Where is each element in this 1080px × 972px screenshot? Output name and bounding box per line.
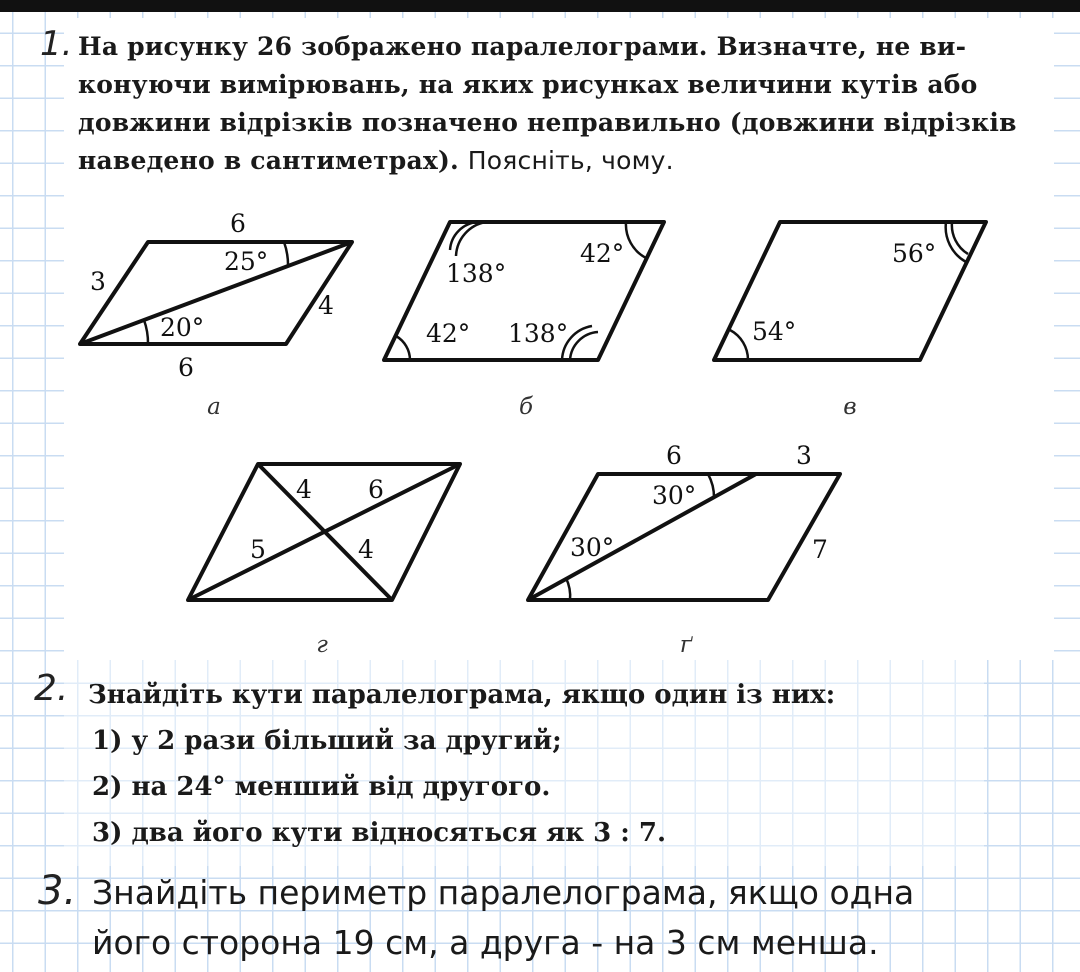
fig-b-caption: б	[518, 394, 534, 420]
task2-number: 2.	[34, 668, 69, 709]
task3-number: 3.	[38, 868, 77, 914]
fig-a-angle-top: 25°	[224, 247, 269, 276]
fig-a-angle-bottom: 20°	[160, 313, 205, 342]
fig-b-angle-tl: 138°	[446, 259, 507, 288]
fig-a-caption: а	[207, 394, 221, 420]
fig-b-angle-tr: 42°	[580, 239, 625, 268]
fig-v-angle-tr: 56°	[892, 239, 937, 268]
task2-line-4: 3) два його кути відносяться як 3 : 7.	[92, 818, 667, 848]
task2-line-2: 1) у 2 рази більший за другий;	[92, 726, 562, 756]
task2-line-1: Знайдіть кути паралелограма, якщо один із них:	[88, 680, 836, 710]
figure-g	[188, 464, 460, 600]
task1-number: 1.	[40, 24, 73, 64]
task3-text	[92, 868, 914, 968]
fig-a-bottom-length: 6	[178, 353, 194, 382]
fig-a-left-length: 3	[90, 267, 106, 296]
task1-line-3: довжини відрізків позначено неправильно (довжини відрізків	[78, 108, 1017, 137]
fig-gg-top-left-length: 6	[666, 441, 682, 470]
task2-line-3: 2) на 24° менший від другого.	[92, 772, 551, 802]
fig-gg-angle-bottom: 30°	[570, 533, 615, 562]
fig-b-angle-bl: 42°	[426, 319, 471, 348]
fig-g-seg-tr: 6	[368, 475, 384, 504]
fig-gg-right-length: 7	[812, 535, 828, 564]
task1-line-4-plain: Поясніть, чому.	[467, 146, 674, 175]
fig-g-seg-bl: 5	[250, 535, 266, 564]
fig-v-angle-bl: 54°	[752, 317, 797, 346]
task3-line-2: його сторона 19 см, а друга - на 3 см менша.	[92, 923, 879, 962]
task1-line-1: На рисунку 26 зображено паралелограми. Визначте, не ви-	[78, 32, 967, 61]
fig-b-angle-br: 138°	[508, 319, 569, 348]
fig-v-caption: в	[843, 394, 857, 420]
figure-a	[80, 242, 352, 344]
fig-a-top-length: 6	[230, 209, 246, 238]
task2-text	[88, 672, 835, 856]
fig-g-seg-br: 4	[358, 535, 374, 564]
task3-line-1: Знайдіть периметр паралелограма, якщо одна	[92, 873, 915, 912]
fig-gg-top-right-length: 3	[796, 441, 812, 470]
fig-gg-caption: ґ	[679, 632, 693, 658]
task1-line-4-bold: наведено в сантиметрах).	[78, 146, 459, 175]
task1-line-2: конуючи вимірювань, на яких рисунках величини кутів або	[78, 70, 978, 99]
fig-a-right-length: 4	[318, 291, 334, 320]
fig-g-caption: г	[316, 632, 328, 658]
fig-gg-angle-top: 30°	[652, 481, 697, 510]
fig-g-seg-tl: 4	[296, 475, 312, 504]
